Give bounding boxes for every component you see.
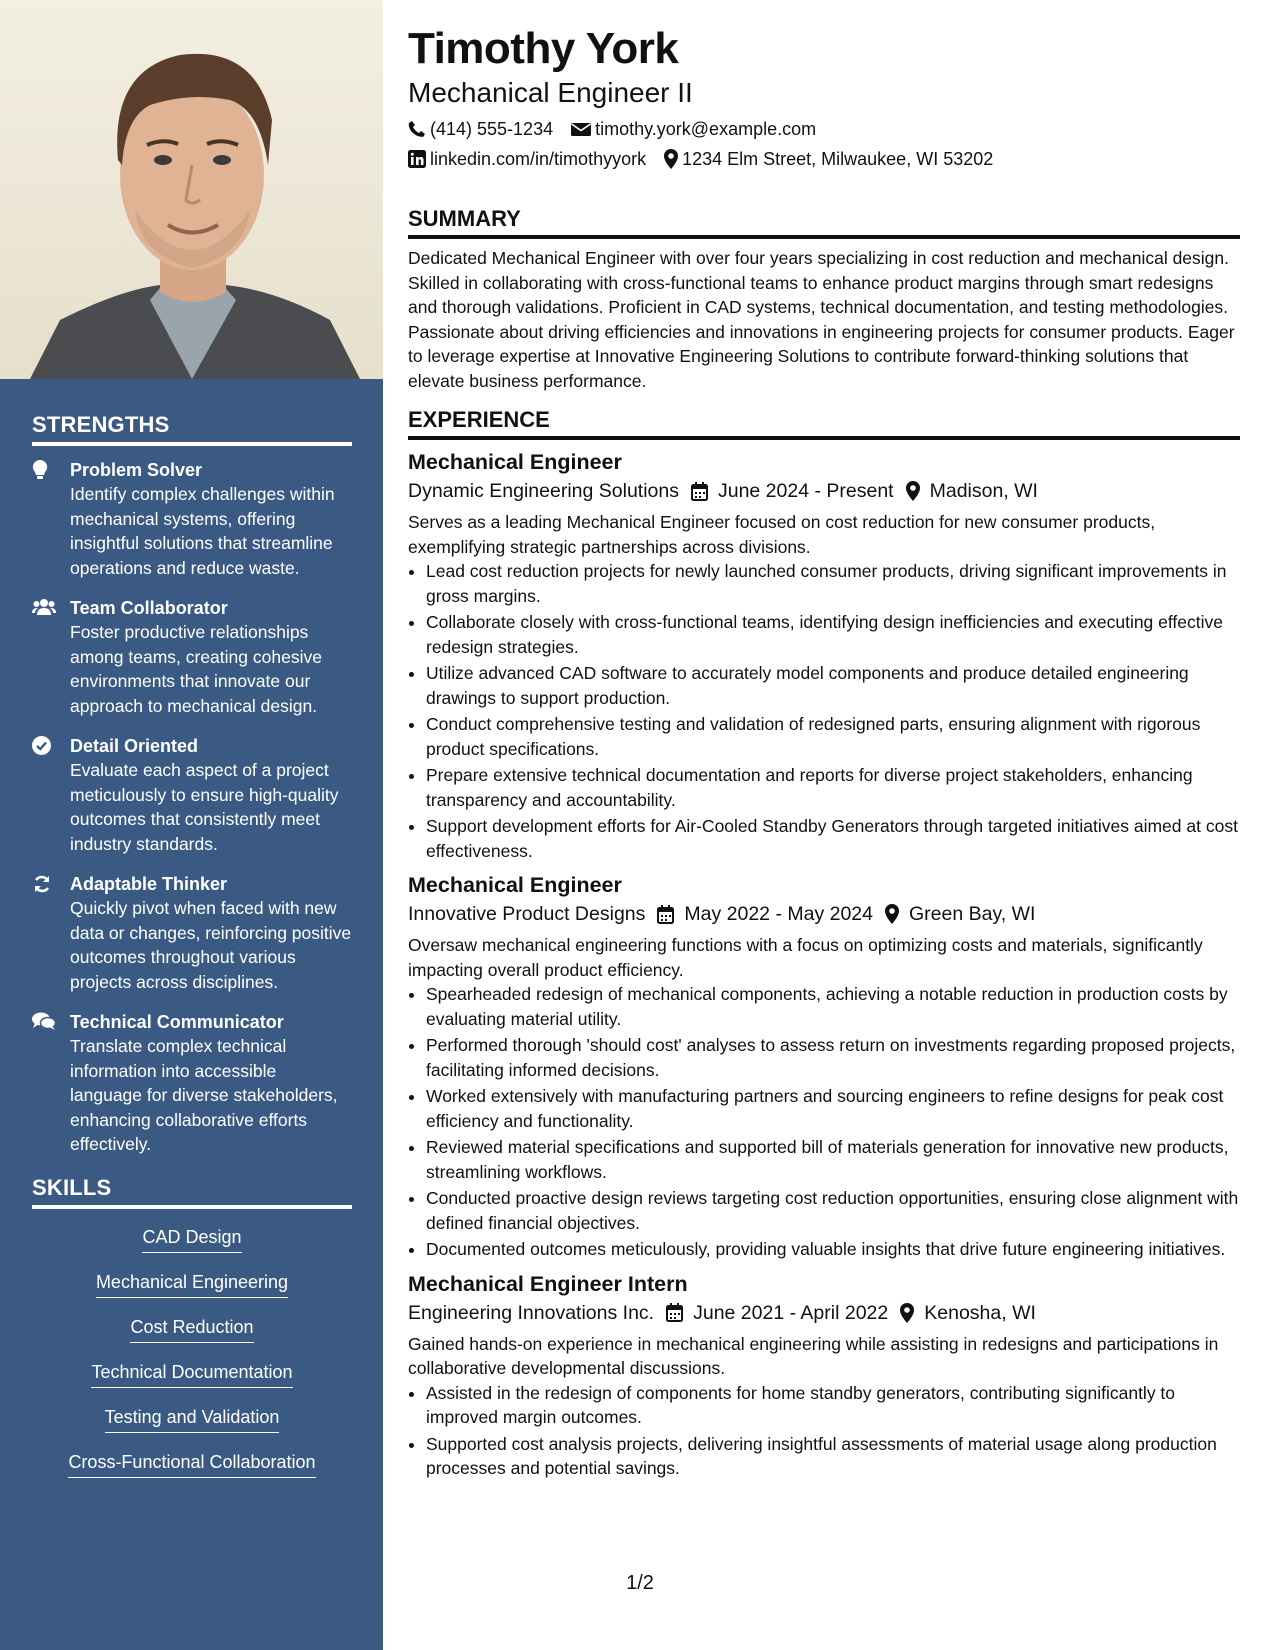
profile-photo — [0, 0, 383, 379]
users-icon — [32, 596, 70, 718]
skill-item: Mechanical Engineering — [96, 1270, 288, 1298]
comments-icon — [32, 1010, 70, 1157]
sidebar-content — [32, 412, 352, 1495]
job-meta — [408, 478, 1240, 504]
job-company: Dynamic Engineering Solutions — [408, 480, 679, 502]
summary-text: Dedicated Mechanical Engineer with over four years specializing in cost reduction and mechanical design. Skilled in collaborating with cross-functional teams to enhance product margins through smart redesigns and thorough validations. Proficient in CAD systems, technical documentation, and testing methodologies. Passionate about driving efficiencies and innovations in engineering projects for consumer products. Eager to leverage expertise at Innovative Engineering Solutions to contribute forward-thinking solutions that elevate business performance. — [408, 248, 1235, 391]
strength-item — [32, 872, 352, 994]
job-location: Kenosha, WI — [924, 1301, 1036, 1324]
job-title: Mechanical Engineer Intern — [408, 1271, 688, 1296]
strength-item — [32, 1010, 352, 1157]
lightbulb-icon — [32, 458, 70, 580]
strength-item — [32, 458, 352, 580]
strength-title: Detail Oriented — [70, 736, 199, 756]
phone-icon — [408, 120, 426, 138]
bullet-item: • Conduct comprehensive testing and validation of redesigned parts, ensuring alignment with rigorous product specifications. — [426, 712, 1240, 761]
skill-item: Technical Documentation — [91, 1360, 292, 1388]
summary-heading: SUMMARY — [408, 206, 1240, 239]
job-bullets — [408, 982, 1240, 1262]
calendar-icon — [657, 905, 674, 924]
linkedin-text: linkedin.com/in/timothyyork — [430, 149, 647, 169]
strengths-heading: STRENGTHS — [32, 412, 352, 446]
contact-row-2 — [408, 148, 1240, 170]
strength-title: Technical Communicator — [70, 1012, 284, 1032]
job-location: Green Bay, WI — [909, 903, 1036, 925]
bullet-item: • Lead cost reduction projects for newly launched consumer products, driving significant improvements in gross margins. — [426, 559, 1240, 608]
job-description: Gained hands-on experience in mechanical engineering while assisting in redesigns and participations in collaborative developmental discussions. — [408, 1333, 1219, 1378]
strength-title: Team Collaborator — [70, 598, 228, 618]
bullet-item: • Conducted proactive design reviews targeting cost reduction opportunities, ensuring close alignment with defined financial objectives. — [426, 1186, 1240, 1235]
job-company: Innovative Product Designs — [408, 903, 646, 925]
envelope-icon — [571, 121, 591, 137]
linkedin-contact[interactable] — [408, 148, 646, 170]
address-text: 1234 Elm Street, Milwaukee, WI 53202 — [682, 149, 994, 169]
linkedin-icon — [408, 150, 426, 168]
job-entry — [408, 871, 1240, 1262]
job-description: Serves as a leading Mechanical Engineer focused on cost reduction for new consumer products, exemplifying strategic partnerships across divisions. — [408, 512, 1156, 557]
map-marker-icon — [906, 481, 920, 501]
phone-text: (414) 555-1234 — [430, 119, 554, 139]
candidate-title: Mechanical Engineer II — [408, 77, 693, 108]
strength-desc: Foster productive relationships among teams, creating cohesive environments that innovate our approach to mechanical design. — [70, 622, 322, 716]
job-dates: June 2024 - Present — [717, 480, 894, 502]
bullet-item: • Worked extensively with manufacturing partners and sourcing engineers to refine designs for peak cost efficiency and functionality. — [426, 1084, 1240, 1133]
skill-item: CAD Design — [142, 1225, 241, 1253]
sidebar — [0, 0, 383, 1650]
job-entry — [408, 1270, 1240, 1481]
skill-item: Cross-Functional Collaboration — [68, 1450, 315, 1478]
job-dates: June 2021 - April 2022 — [693, 1301, 889, 1324]
strength-desc: Translate complex technical information into accessible language for diverse stakeholders, enhancing collaborative efforts effectively. — [70, 1036, 338, 1154]
job-description: Oversaw mechanical engineering functions with a focus on optimizing costs and materials, significantly impacting overall product efficiency. — [408, 935, 1203, 980]
strength-title: Adaptable Thinker — [70, 874, 228, 894]
strength-item — [32, 596, 352, 718]
bullet-item: • Spearheaded redesign of mechanical components, achieving a notable reduction in production costs by evaluating material utility. — [426, 982, 1240, 1031]
map-marker-icon — [885, 904, 899, 924]
bullet-item: • Prepare extensive technical documentation and reports for diverse project stakeholders, enhancing transparency and accountability. — [426, 763, 1240, 812]
job-title: Mechanical Engineer — [408, 873, 622, 897]
bullet-item: • Supported cost analysis projects, delivering insightful assessments of material usage along production processes and potential savings. — [426, 1432, 1240, 1481]
bullet-item: • Documented outcomes meticulously, providing valuable insights that drive future engineering initiatives. — [426, 1237, 1240, 1262]
strength-desc: Evaluate each aspect of a project meticulously to ensure high-quality outcomes that consistently meet industry standards. — [70, 760, 339, 854]
job-location: Madison, WI — [929, 480, 1038, 502]
bullet-item: • Performed thorough 'should cost' analyses to assess return on investments regarding proposed projects, facilitating informed decisions. — [426, 1033, 1240, 1082]
address-contact — [664, 148, 993, 170]
strength-desc: Quickly pivot when faced with new data or changes, reinforcing positive outcomes throughout various projects across disciplines. — [70, 898, 352, 992]
email-contact[interactable] — [571, 118, 816, 140]
calendar-icon — [666, 1303, 683, 1322]
experience-heading: EXPERIENCE — [408, 407, 1240, 440]
bullet-item: • Reviewed material specifications and supported bill of materials generation for innovative new products, streamlining workflows. — [426, 1135, 1240, 1184]
page-indicator: 1/2 — [626, 1572, 654, 1594]
skill-item: Cost Reduction — [130, 1315, 253, 1343]
sync-icon — [32, 872, 70, 994]
strength-title: Problem Solver — [70, 460, 203, 480]
job-meta — [408, 901, 1240, 927]
map-marker-icon — [900, 1303, 914, 1323]
candidate-name: Timothy York — [408, 24, 679, 73]
skills-list — [32, 1225, 352, 1495]
job-bullets — [408, 559, 1240, 863]
strength-item — [32, 734, 352, 856]
map-marker-icon — [664, 149, 678, 169]
skill-item: Testing and Validation — [105, 1405, 280, 1433]
strength-desc: Identify complex challenges within mechanical systems, offering insightful solutions that streamline operations and reduce waste. — [70, 484, 335, 578]
contact-row-1 — [408, 118, 1240, 140]
job-meta — [408, 1300, 1240, 1326]
job-company: Engineering Innovations Inc. — [408, 1301, 655, 1324]
job-bullets — [408, 1381, 1240, 1481]
check-circle-icon — [32, 734, 70, 856]
bullet-item: • Utilize advanced CAD software to accurately model components and produce detailed engineering drawings to support production. — [426, 661, 1240, 710]
email-text: timothy.york@example.com — [595, 119, 817, 139]
portrait-illustration — [0, 0, 383, 379]
job-dates: May 2022 - May 2024 — [684, 903, 873, 925]
main-content — [408, 24, 1240, 1483]
phone-contact[interactable] — [408, 118, 553, 140]
bullet-item: • Collaborate closely with cross-functional teams, identifying design inefficiencies and executing effective redesign strategies. — [426, 610, 1240, 659]
bullet-item: • Assisted in the redesign of components for home standby generators, contributing significantly to improved margin outcomes. — [426, 1381, 1240, 1430]
bullet-item: • Support development efforts for Air-Cooled Standby Generators through targeted initiatives aimed at cost effectiveness. — [426, 814, 1240, 863]
calendar-icon — [691, 482, 708, 501]
job-entry — [408, 448, 1240, 863]
job-title: Mechanical Engineer — [408, 450, 622, 474]
skills-heading: SKILLS — [32, 1175, 352, 1209]
